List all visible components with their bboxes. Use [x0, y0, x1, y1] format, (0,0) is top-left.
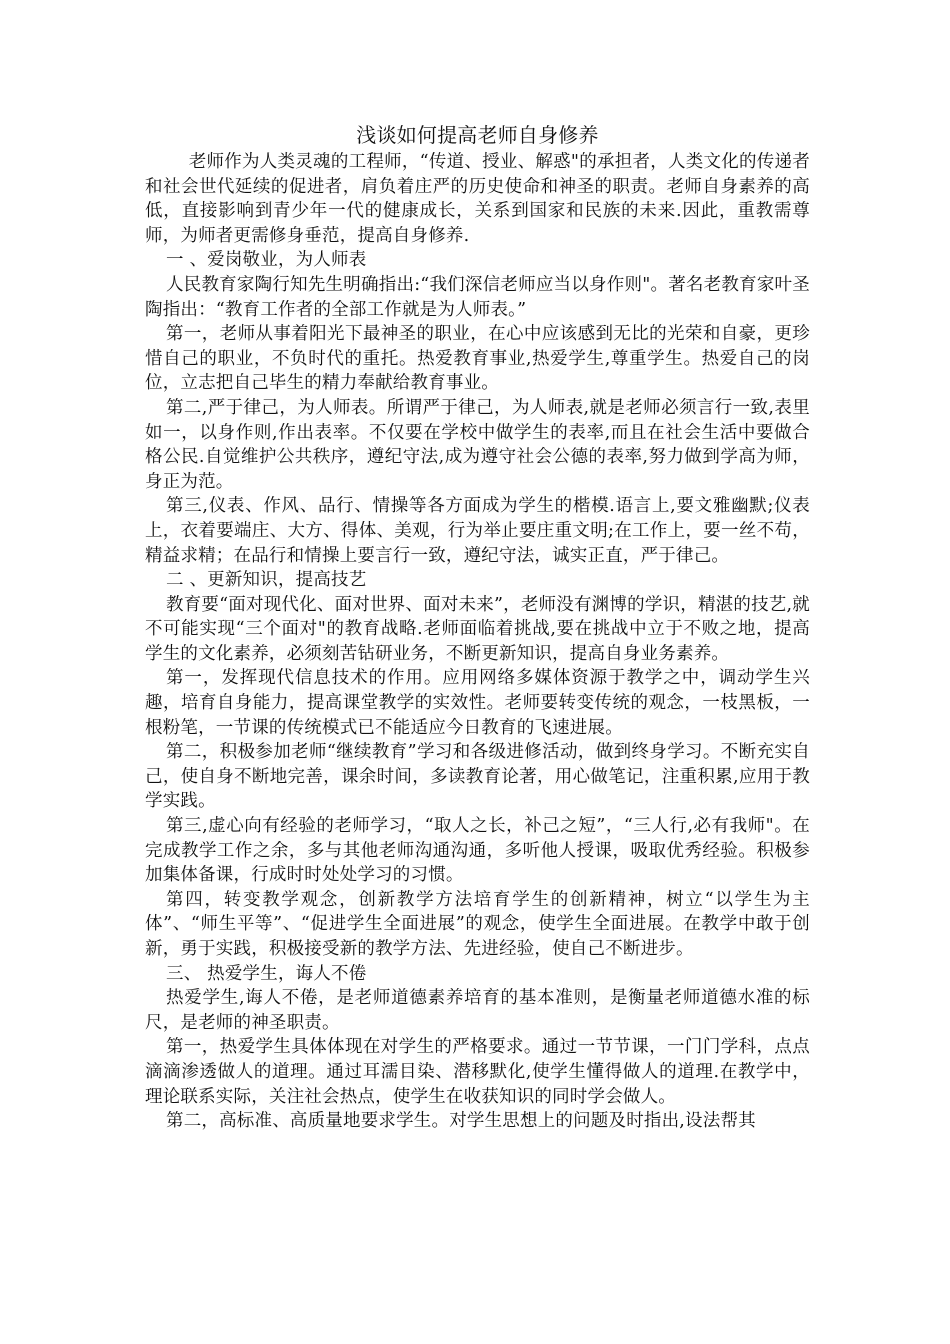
- paragraph: 第一，发挥现代信息技术的作用。应用网络多媒体资源于教学之中，调动学生兴趣，培育自身能力，提高课堂教学的实效性。老师要转变传统的观念，一枝黑板，一根粉笔，一节课的传统模式已不能适应今日教育的飞速进展。: [145, 668, 810, 738]
- paragraph: 教育要“面对现代化、面对世界、面对未来”，老师没有渊博的学识，精湛的技艺,就不可能实现“三个面对"的教育战略.老师面临着挑战,要在挑战中立于不败之地，提高学生的文化素养，必须刻苦钻研业务，不断更新知识，提高自身业务素养。: [145, 594, 810, 664]
- section-heading: 三、 热爱学生，诲人不倦: [166, 963, 367, 984]
- paragraph-list: [145, 150, 810, 1134]
- paragraph: 第二，高标准、高质量地要求学生。对学生思想上的问题及时指出,设法帮其: [166, 1111, 756, 1132]
- document-title: 浅谈如何提高老师自身修养: [356, 123, 599, 147]
- paragraph: 第二,严于律己，为人师表。所谓严于律己，为人师表,就是老师必须言行一致,表里如一，以身作则,作出表率。不仅要在学校中做学生的表率,而且在社会生活中要做合格公民.自觉维护公共秩序，遵纪守法,成为遵守社会公德的表率,努力做到学高为师，身正为范。: [145, 397, 810, 492]
- paragraph: 老师作为人类灵魂的工程师，“传道、授业、解惑"的承担者，人类文化的传递者和社会世代延续的促进者，肩负着庄严的历史使命和神圣的职责。老师自身素养的高低，直接影响到青少年一代的健康成长，关系到国家和民族的未来.因此，重教需尊师，为师者更需修身垂范，提高自身修养.: [145, 152, 810, 246]
- paragraph: 第一，热爱学生具体体现在对学生的严格要求。通过一节节课，一门门学科，点点滴滴渗透做人的道理。通过耳濡目染、潜移默化,使学生懂得做人的道理.在教学中，理论联系实际，关注社会热点，使学生在收获知识的同时学会做人。: [145, 1037, 810, 1107]
- paragraph: 第三,仪表、作风、品行、情操等各方面成为学生的楷模.语言上,要文雅幽默;仪表上，衣着要端庄、大方、得体、美观，行为举止要庄重文明;在工作上，要一丝不苟，精益求精；在品行和情操上要言行一致，遵纪守法，诚实正直，严于律己。: [145, 496, 810, 566]
- document-body: [145, 120, 810, 1134]
- paragraph: 第一，老师从事着阳光下最神圣的职业，在心中应该感到无比的光荣和自豪，更珍惜自己的职业，不负时代的重托。热爱教育事业,热爱学生,尊重学生。热爱自己的岗位，立志把自己毕生的精力奉献给教育事业。: [145, 324, 810, 394]
- paragraph: 热爱学生,诲人不倦，是老师道德素养培育的基本准则，是衡量老师道德水准的标尺，是老师的神圣职责。: [145, 988, 810, 1033]
- paragraph: 第三,虚心向有经验的老师学习，“取人之长，补己之短”，“三人行,必有我师"。在完成教学工作之余，多与其他老师沟通沟通，多听他人授课，吸取优秀经验。积极参加集体备课，行成时时处处学习的习惯。: [145, 816, 810, 886]
- section-heading: 二 、更新知识，提高技艺: [166, 570, 367, 591]
- paragraph: 第二，积极参加老师“继续教育”学习和各级进修活动，做到终身学习。不断充实自己，使自身不断地完善，课余时间，多读教育论著，用心做笔记，注重积累,应用于教学实践。: [145, 742, 810, 812]
- section-heading: 一 、爱岗敬业，为人师表: [166, 250, 367, 271]
- paragraph: 第四，转变教学观念，创新教学方法培育学生的创新精神，树立“以学生为主体”、“师生平等”、“促进学生全面进展”的观念，使学生全面进展。在教学中敢于创新，勇于实践，积极接受新的教学方法、先进经验，使自己不断进步。: [145, 889, 810, 959]
- paragraph: 人民教育家陶行知先生明确指出:“我们深信老师应当以身作则"。著名老教育家叶圣陶指出：“教育工作者的全部工作就是为人师表。”: [145, 274, 810, 320]
